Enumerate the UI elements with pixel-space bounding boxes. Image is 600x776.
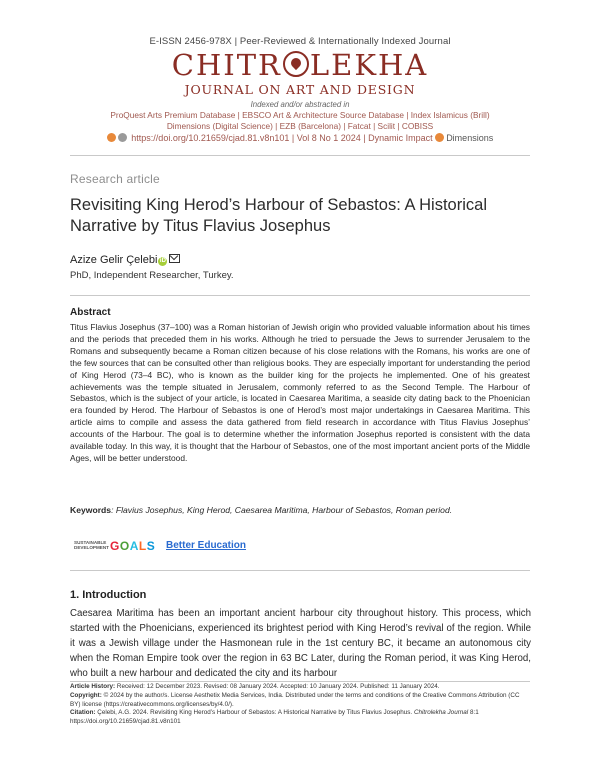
issn-line: E-ISSN 2456-978X | Peer-Reviewed & Internationally Indexed Journal xyxy=(149,36,451,47)
introduction-text: Caesarea Maritima has been an important ancient harbour city throughout history. This process, which started with the Phoenicians, experienced its brightest period with King Herod’s revival of the region. While it was a Jewish village under the Hasmonean rule in the 1st century BC, it became an autonomous city when the Roman Empire took over the region in 63 BC Later, during the Roman period, it was King Herod, who built a new harbour and dedicated the city and its harbour xyxy=(70,608,531,679)
sdg-goals-wordmark: GOALS xyxy=(110,539,156,553)
article-footer xyxy=(70,683,530,727)
article-title: Revisiting King Herod’s Harbour of Sebastos: A Historical Narrative by Titus Flavius Josephus xyxy=(70,196,487,235)
doi-link[interactable]: https://doi.org/10.21659/cjad.81.v8n101 | Vol 8 No 1 2024 | Dynamic Impact xyxy=(131,133,433,143)
header-divider xyxy=(70,155,530,156)
abstract-divider xyxy=(70,295,530,296)
doi-row xyxy=(0,133,600,143)
orcid-icon[interactable]: iD xyxy=(159,258,166,264)
better-education-link[interactable]: Better Education xyxy=(166,540,247,551)
keywords-text: : Flavius Josephus, King Herod, Caesarea Maritima, Harbour of Sebastos, Roman period. xyxy=(111,505,453,515)
abstract-heading: Abstract xyxy=(70,307,111,318)
indexed-databases-line-2[interactable]: Dimensions (Digital Science) | EZB (Barcelona) | Fatcat | Scilit | COBISS xyxy=(166,121,434,131)
dimensions-icon xyxy=(435,133,444,142)
indexed-title: Indexed and/or abstracted in xyxy=(250,100,350,109)
mail-icon[interactable] xyxy=(169,254,180,263)
copyright-notice: Copyright: © 2024 by the author/s. License Aesthetix Media Services, India. Distributed under the terms and conditions of the Creative Commons Attribution (CC BY) license (https://creativecommons.org/licenses/by/4.0/). xyxy=(70,691,520,708)
article-history: Article History: Received: 12 December 2023. Revised: 08 January 2024. Accepted: 10 January 2024. Published: 11 January 2024. xyxy=(70,683,440,690)
brand-text-left: CHITR xyxy=(171,48,282,82)
logo-emblem-icon xyxy=(283,51,309,77)
open-access-icon xyxy=(118,133,127,142)
footer-divider xyxy=(70,681,530,682)
journal-logo[interactable] xyxy=(0,48,600,82)
author-name: Azize Gelir Çelebi xyxy=(70,254,158,266)
intro-divider xyxy=(70,570,530,571)
dimensions-link[interactable]: Dimensions xyxy=(446,133,494,143)
author-affiliation: PhD, Independent Researcher, Turkey. xyxy=(70,270,234,281)
citation-doi[interactable]: https://doi.org/10.21659/cjad.81.v8n101 xyxy=(70,718,181,726)
introduction-heading: 1. Introduction xyxy=(70,589,147,601)
crossref-icon xyxy=(107,133,116,142)
journal-subtitle: JOURNAL ON ART AND DESIGN xyxy=(184,82,416,97)
citation: Citation: Çelebi, A.G. 2024. Revisiting King Herod’s Harbour of Sebastos: A Historical Narrative by Titus Flavius Josephus. Chitrolekha Journal 8:1 xyxy=(70,709,479,717)
indexed-databases-line-1[interactable]: ProQuest Arts Premium Database | EBSCO Art & Architecture Source Database | Index Islamicus (Brill) xyxy=(110,110,490,120)
article-type: Research article xyxy=(70,172,160,186)
sdg-small-text: SUSTAINABLE DEVELOPMENT xyxy=(74,540,109,550)
brand-text-right: LEKHA xyxy=(309,48,429,82)
abstract-text: Titus Flavius Josephus (37–100) was a Roman historian of Jewish origin who provided valuable information about his times and the periods that preceded them in his works. Although he tried to persuade the Jews to surrender Jerusalem to the Romans and subsequently became a Roman citizen because of his close relations with the Romans, his works are one of the few sources that can be consulted other than religious books. They are especially important for understanding the period of King Herod (73–4 BC), who is known as the builder king for the projects he implemented. One of his greatest achievements was the temple situated in Jerusalem, commonly referred to as the Second Temple. The Harbour of Sebastos, which is the subject of your article, is located in Caesarea Maritima, a seaside city dating back to the Phoenician era founded by Herod. The Harbour of Sebastos is one of Herod’s most major undertakings in Caesarea Maritima. This article aims to compile and assess the data gathered from field research in accordance with Titus Flavius Josephus’ accounts of the Harbour. The goal is to determine whether the information Josephus reported is consistent with the data available today. In this way, it is thought that the Harbour of Sebastos, one of the most important ancient ports of the Middle Ages, will be better understood. xyxy=(70,322,530,463)
author-line xyxy=(70,254,180,266)
keywords xyxy=(70,505,530,515)
keywords-label: Keywords xyxy=(70,505,112,515)
